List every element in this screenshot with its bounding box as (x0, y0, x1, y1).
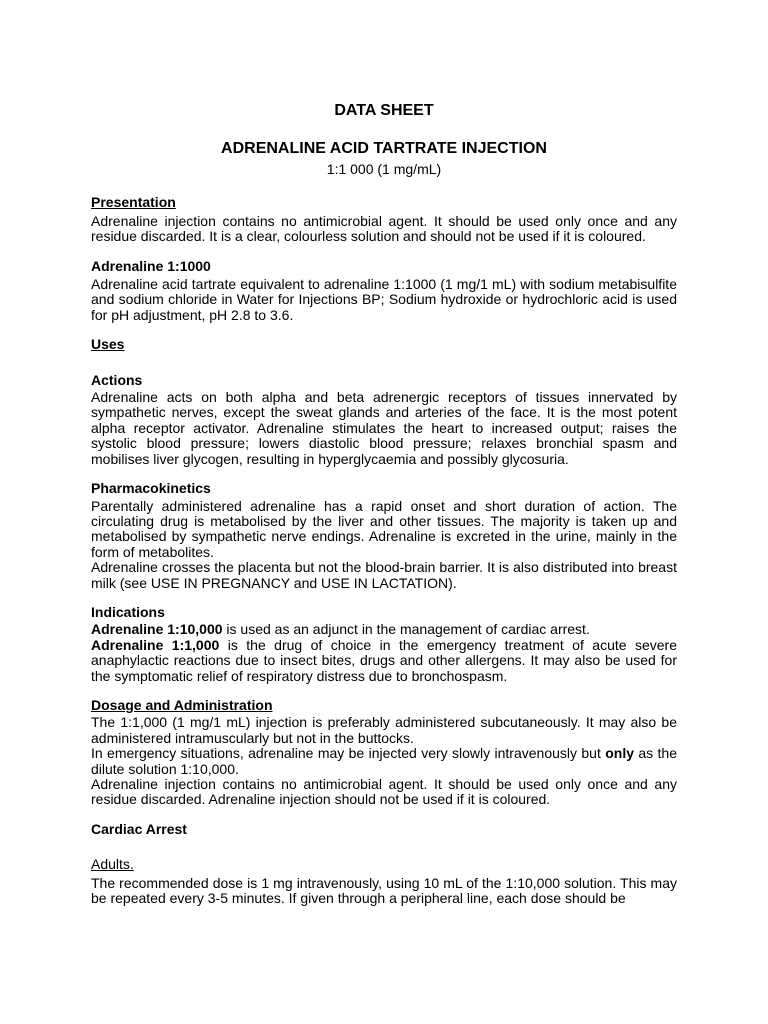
product-strength: 1:1 000 (1 mg/mL) (326, 161, 442, 177)
pharmacokinetics-text-1: Parentally administered adrenaline has a rapid onset and short duration of action. The circulating drug is metabolised by the liver and other tissues. The majority is taken up and metabolised by sympathetic nerve endings. Adrenaline is excreted in the urine, mainly in the form of metabolites. (91, 497, 677, 560)
adrenaline-1000-heading: Adrenaline 1:1000 (91, 257, 211, 274)
dosage-text-1: The 1:1,000 (1 mg/1 mL) injection is preferably administered subcutaneously. It may also be administered intramuscularly but not in the buttocks. (91, 714, 677, 746)
pharmacokinetics-text-2: Adrenaline crosses the placenta but not the blood-brain barrier. It is also distributed into breast milk (see USE IN PREGNANCY and USE IN LACTATION). (91, 559, 677, 591)
adults-heading: Adults. (91, 856, 134, 873)
dosage-text-2 (91, 746, 677, 777)
indication-item-2 (91, 638, 677, 684)
dosage-text-2-emphasis: only (605, 745, 634, 762)
uses-heading: Uses (91, 336, 125, 353)
cardiac-arrest-heading: Cardiac Arrest (91, 820, 187, 837)
indications-heading: Indications (91, 603, 165, 620)
document-heading: DATA SHEET (334, 102, 434, 119)
dosage-heading: Dosage and Administration (91, 696, 273, 713)
document-content (91, 102, 677, 906)
adrenaline-1000-text: Adrenaline acid tartrate equivalent to adrenaline 1:1000 (1 mg/1 mL) with sodium metabisulfite and sodium chloride in Water for Injections BP; Sodium hydroxide or hydrochloric acid is used for pH adjustment, pH 2.8 to 3.6. (91, 276, 677, 323)
presentation-text: Adrenaline injection contains no antimicrobial agent. It should be used only once and any residue discarded. It is a clear, colourless solution and should not be used if it is coloured. (91, 212, 677, 245)
indication-1-text: is used as an adjunct in the management of cardiac arrest. (222, 621, 590, 638)
indication-item-1 (91, 622, 677, 637)
dosage-text-2-post: as the dilute solution 1:10,000. (91, 745, 677, 777)
indication-2-text: is the drug of choice in the emergency treatment of acute severe anaphylactic reactions due to insect bites, drugs and other allergens. It may also be used for the symptomatic relief of respiratory distress due to bronchospasm. (91, 636, 677, 684)
actions-heading: Actions (91, 371, 143, 388)
dosage-text-2-pre: In emergency situations, adrenaline may be injected very slowly intravenously but (91, 745, 606, 762)
indication-2-label: Adrenaline 1:1,000 (91, 636, 220, 653)
indication-1-label: Adrenaline 1:10,000 (91, 621, 223, 638)
pharmacokinetics-heading: Pharmacokinetics (91, 480, 211, 497)
adults-text: The recommended dose is 1 mg intravenously, using 10 mL of the 1:10,000 solution. This may be repeated every 3-5 minutes. If given through a peripheral line, each dose should be (91, 874, 677, 907)
dosage-text-3: Adrenaline injection contains no antimicrobial agent. It should be used only once and any residue discarded. Adrenaline injection should not be used if it is coloured. (91, 776, 677, 808)
product-name: ADRENALINE ACID TARTRATE INJECTION (221, 140, 547, 157)
presentation-heading: Presentation (91, 194, 176, 211)
actions-text: Adrenaline acts on both alpha and beta adrenergic receptors of tissues innervated by sympathetic nerves, except the sweat glands and arteries of the face. It is the most potent alpha receptor activator. Adrenaline stimulates the heart to increased output; raises the systolic blood pressure; lowers diastolic blood pressure; relaxes bronchial spasm and mobilises liver glycogen, resulting in hyperglycaemia and possibly glycosuria. (91, 389, 677, 467)
